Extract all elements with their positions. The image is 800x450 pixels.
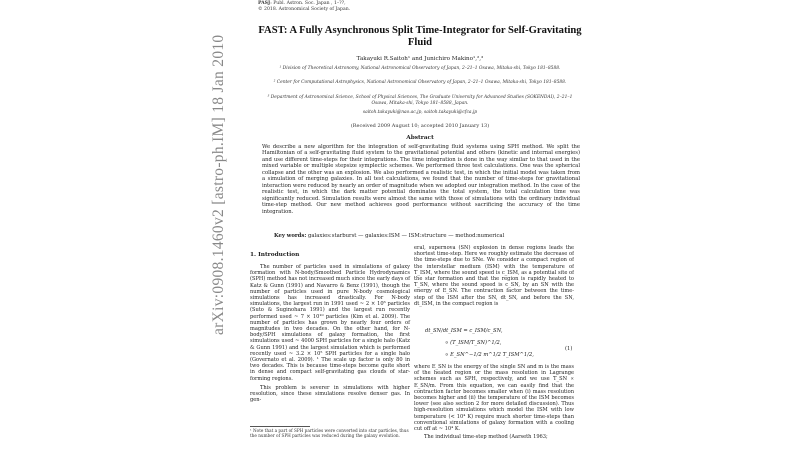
author-email: saitoh.takayuki@nao.ac.jp, saitoh.takayuki@cfca.jp: [362, 110, 478, 115]
left-column: [250, 264, 410, 403]
journal-citation: : Publ. Astron. Soc. Japan , 1–??,: [270, 1, 346, 6]
footnote: ¹ Note that a part of SPH particles were converted into star particles, thus the number of SPH particles was reduced during the galaxy evolution.: [250, 428, 409, 438]
right-column-top: [414, 245, 574, 320]
equation-number: (1): [565, 346, 573, 352]
abstract-text: We describe a new algorithm for the integration of self-gravitating fluid systems using SPH method. We split the Hamiltonian of a self-gravitating fluid system to the gravitational potential and others (kinetic and internal energies) and use different time-steps for their integrations. The time integration is done in the way similar to that used in the mixed variable or multiple stepsize symplectic schemes. We performed three test calculations. One was the spherical collapse and the other was an explosion. We also performed a realistic test, in which the initial model was taken from a simulation of merging galaxies. In all test calculations, we found that the number of time-steps for gravitational interaction were reduced by nearly an order of magnitude when we adopted our integration method. In the case of the realistic test, in which the dark matter potential dominates the total system, the total calculation time was significantly reduced. Simulation results were almost the same with those of simulations with the ordinary individual time-step method. Our new method achieves good performance without sacrificing the accuracy of the time integration.: [262, 144, 580, 215]
received-dates: (Received 2009 August 10; accepted 2010 January 13): [350, 123, 490, 129]
author-list: Takayuki R.Saitoh¹ and Junichiro Makino¹,²,³: [356, 56, 484, 62]
affiliation-2: ² Center for Computational Astrophysics, National Astronomical Observatory of Japan, 2–21–1 Osawa, Mitaka-shi, Tokyo 181–8588.: [273, 80, 567, 85]
right-column-bottom: [414, 364, 574, 440]
abstract-heading: Abstract: [406, 135, 434, 141]
intro-col2-paragraph-2: where E_SN is the energy of the single SN and m is the mass of the heated region or the mass resolution in Lagrange schemes such as SPH, respectively, and we use T_SN ∝ E_SN/m. From this equation, we can easily find that the contraction factor becomes smaller when (i) mass resolution becomes higher and (ii) the temperature of the ISM becomes lower (see also section 2 for more detailed discussion). Thus high-resolution simulations which model the ISM with low temperature (< 10⁴ K) require much shorter time-steps than conventional simulations of galaxy formation with a cooling cut off at ~ 10⁴ K.: [414, 364, 574, 433]
footnote-rule: [250, 426, 310, 427]
section-heading-introduction: 1. Introduction: [250, 252, 300, 258]
equation-line-3: ∝ E_SN^−1/2 m^1/2 T_ISM^1/2,: [445, 352, 534, 358]
paper-title: FAST: A Fully Asynchronous Split Time-Integrator for Self-Gravitating Fluid: [258, 25, 582, 49]
intro-col2-paragraph-3: The individual time-step method (Aarseth 1963;: [424, 434, 548, 441]
affiliation-1: ¹ Division of Theoretical Astronomy, National Astronomical Observatory of Japan, 2–21–1 Osawa, Mitaka-shi, Tokyo 181–8588.: [279, 66, 561, 71]
intro-paragraph-1: The number of particles used in simulations of galaxy formation with N-body/Smoothed Particle Hydrodynamics (SPH) method has not increased much since the early days of Katz & Gunn (1991) and Navarro & Benz (1991), though the number of particles used in pure N-body cosmological simulations has increased drastically. For N-body simulations, the largest run in 1991 used ~ 2 × 10⁶ particles (Suto & Suginohara 1991) and the largest run recently performed used ~ 7 × 10¹⁰ particles (Kim et al. 2009). The number of particles has grown by nearly four orders of magnitudes in two decades. On the other hand, for N-body/SPH simulations of galaxy formation, the first simulations used ~ 4000 SPH particles for a single halo (Katz & Gunn 1991) and the largest simulation which is performed recently used ~ 3.2 × 10⁵ SPH particles for a single halo (Governato et al. 2009). ¹ The scale up factor is only 80 in two decades. This is because time-steps become quite short in dense and compact self-gravitating gas clouds of star-forming regions.: [250, 264, 410, 382]
keywords-text: galaxies:starburst — galaxies:ISM — ISM:structure — method:numerical: [308, 233, 505, 239]
keywords-label: Key words:: [274, 233, 307, 239]
equation-line-2: ∝ (T_ISM/T_SN)^1/2,: [445, 340, 502, 346]
journal-header: [258, 1, 350, 12]
arxiv-stamp: arXiv:0908.1460v2 [astro-ph.IM] 18 Jan 2010: [210, 34, 227, 335]
keywords: [274, 233, 580, 239]
equation-line-1: dt_SN/dt_ISM = c_ISM/c_SN,: [425, 328, 503, 334]
copyright-line: © 2018. Astronomical Society of Japan.: [258, 6, 351, 12]
affiliation-3: ³ Department of Astronomical Science, School of Physical Sciences, The Graduate University for Advanced Studies (SOKENDAI), 2–21–1 Osawa, Mitaka-shi, Tokyo 181–8588, Japan.: [267, 95, 573, 107]
intro-col2-paragraph-1: eral, supernova (SN) explosion in dense regions leads the shortest time-step. Here we roughly estimate the decrease of the time-steps due to SNe. We consider a compact region of the interstellar medium (ISM) with the temperature of T_ISM, where the sound speed is c_ISM, as a potential site of the star formation and that the region is rapidly heated to T_SN, where the sound speed is c_SN, by an SN with the energy of E_SN. The contraction factor between the time-step of the ISM after the SN, dt_SN, and before the SN, dt_ISM, in the compact region is: [414, 245, 574, 307]
intro-paragraph-2: This problem is severer in simulations with higher resolution, since these simulations resolve denser gas. In gen-: [250, 384, 410, 404]
journal-name: PASJ: [258, 1, 271, 6]
